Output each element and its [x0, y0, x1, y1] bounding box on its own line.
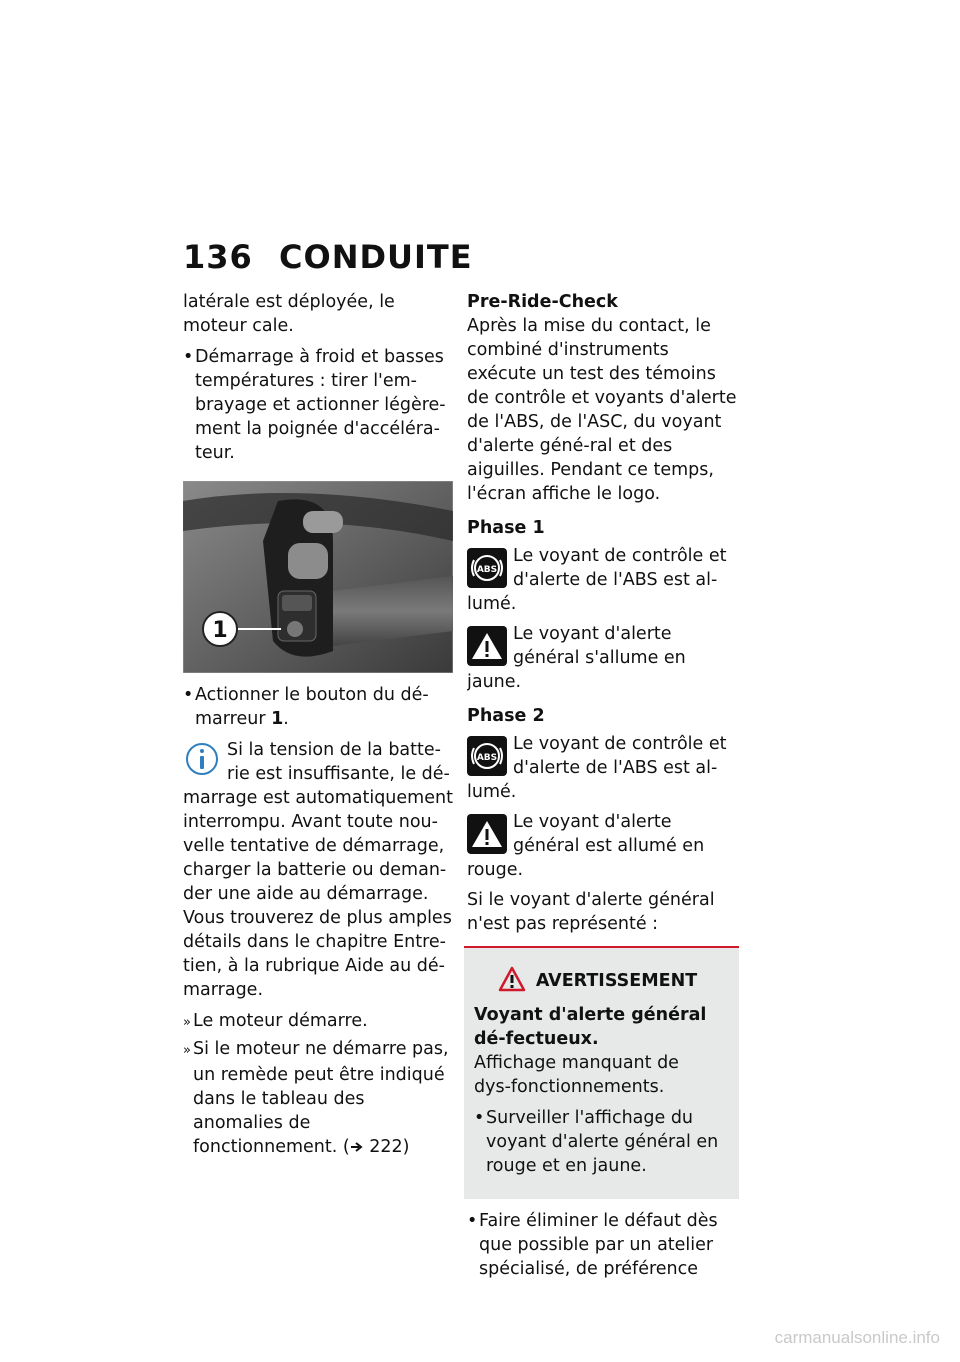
- section-title: CONDUITE: [279, 238, 473, 276]
- svg-text:ABS: ABS: [476, 753, 498, 763]
- warning-box: [464, 946, 739, 1199]
- info-note: [183, 738, 453, 1002]
- svg-text:ABS: ABS: [476, 565, 498, 575]
- abs-warning-light-icon: [467, 548, 507, 588]
- right-column: [467, 290, 739, 1288]
- warning-label: AVERTISSEMENT: [474, 966, 721, 993]
- page-reference[interactable]: 222: [350, 1137, 403, 1157]
- bullet-press-starter: •Actionner le bouton du dé-marreur 1.: [183, 685, 429, 729]
- not-shown-paragraph: Si le voyant d'alerte général n'est pas représenté :: [467, 890, 715, 934]
- pre-ride-check-heading: Pre-Ride-Check: [467, 292, 618, 312]
- phase-1-title: Phase 1: [467, 518, 545, 538]
- bullet-repair: •Faire éliminer le défaut dès que possible par un atelier spécialisé, de préférence: [467, 1211, 718, 1279]
- left-column: [183, 290, 453, 1161]
- result-engine-fails: » Si le moteur ne démarre pas, un remède peut être indiqué dans le tableau des anomalies de fonctionnement. ( 222): [183, 1039, 449, 1157]
- phase-1-general: Le voyant d'alerte général s'allume en jaune.: [467, 624, 686, 692]
- photo-callout-1: 1: [212, 618, 228, 643]
- info-note-text: Si la tension de la batte-rie est insuffisante, le dé-marrage est automatiquement interrompu. Avant toute nou-velle tentative de démarrage, charger la batterie ou deman-der une aide au démarrage. Vous trouverez de plus amples détails dans le chapitre Entre-tien, à la rubrique Aide au dé-marrage.: [183, 740, 453, 1000]
- general-warning-light-icon: [467, 814, 507, 854]
- general-warning-light-icon: [467, 626, 507, 666]
- handlebar-switch-photo: [183, 481, 453, 673]
- phase-1-abs: ABS Le voyant de contrôle et d'alerte de l'ABS est al-lumé.: [467, 546, 727, 614]
- phase-2-abs: ABS Le voyant de contrôle et d'alerte de l'ABS est al-lumé.: [467, 734, 727, 802]
- warning-bullet: •Surveiller l'affichage du voyant d'alerte général en rouge et en jaune.: [474, 1108, 719, 1176]
- bullet-cold-start: •Démarrage à froid et basses températures : tirer l'em-brayage et actionner légère-ment la poignée d'accéléra-teur.: [183, 347, 446, 463]
- page-header: [183, 238, 473, 276]
- warning-triangle-icon: [498, 966, 526, 992]
- abs-warning-light-icon: [467, 736, 507, 776]
- warning-text: Affichage manquant de dys-fonctionnements.: [474, 1053, 679, 1097]
- result-engine-starts: » Le moteur démarre.: [183, 1011, 368, 1031]
- phase-2-title: Phase 2: [467, 706, 545, 726]
- paragraph-side-stand: latérale est déployée, le moteur cale.: [183, 292, 395, 336]
- warning-title: Voyant d'alerte général dé-fectueux.: [474, 1005, 707, 1049]
- watermark: carmanualsonline.info: [774, 1328, 940, 1347]
- info-icon: [183, 738, 221, 780]
- phase-2-general: Le voyant d'alerte général est allumé en rouge.: [467, 812, 705, 880]
- arrow-right-icon: [350, 1142, 364, 1152]
- page-number: 136: [183, 238, 253, 276]
- pre-ride-check-intro: Après la mise du contact, le combiné d'instruments exécute un test des témoins de contrôle et voyants d'alerte de l'ABS, de l'ASC, du voyant d'alerte géné-ral et des aiguilles. Pendant ce temps, l'écran affiche le logo.: [467, 316, 737, 504]
